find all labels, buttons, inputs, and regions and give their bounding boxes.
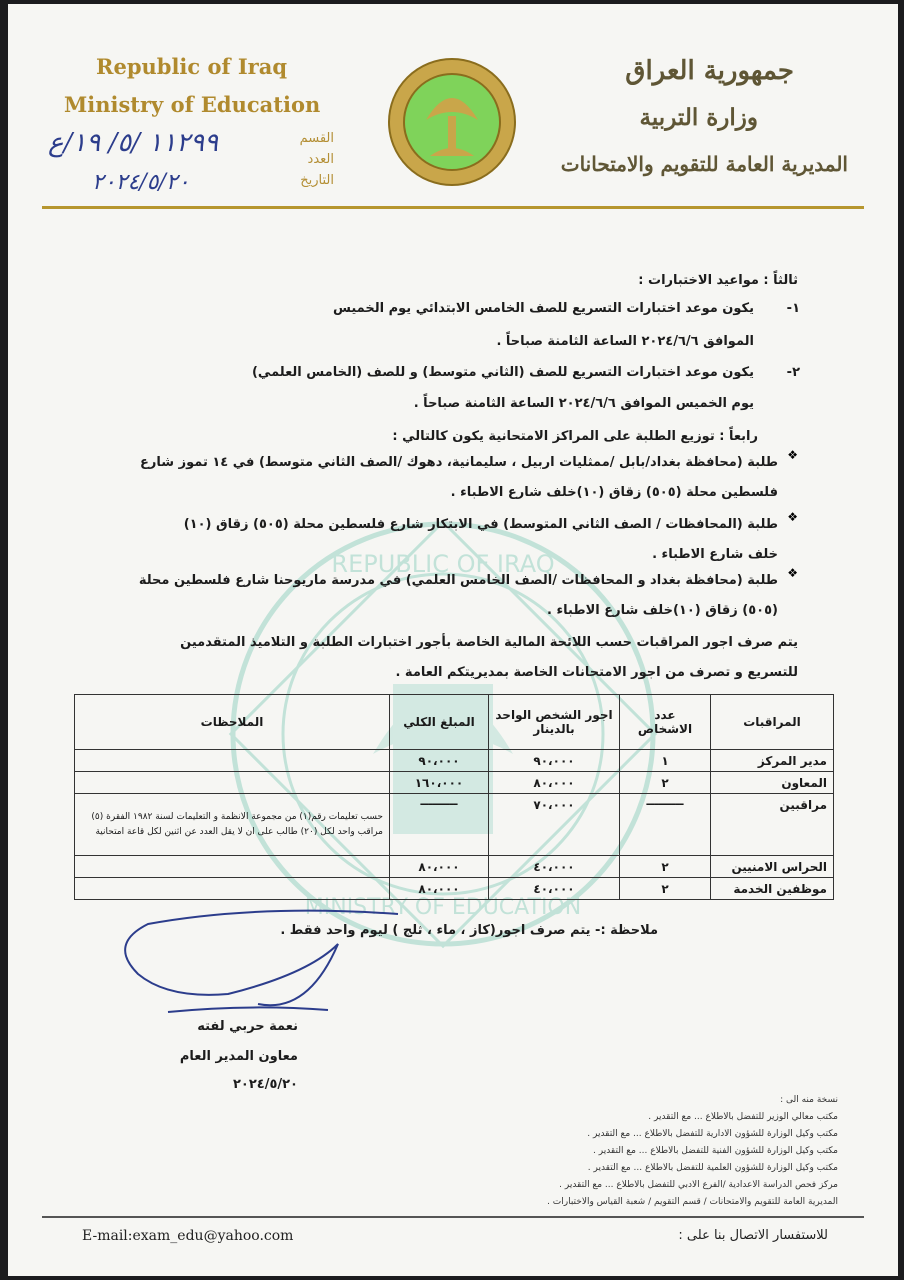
bullet2-line2: خلف شارع الاطباء .	[652, 547, 778, 562]
item1-line2: الموافق ٢٠٢٤/٦/٦ الساعة الثامنة صباحاً .	[496, 334, 754, 349]
handwritten-date: ٢٠٢٤/٥/٢٠	[92, 170, 190, 195]
signature-date: ٢٠٢٤/٥/٢٠	[232, 1077, 298, 1092]
payment-table	[74, 694, 834, 900]
cell-fee: ٤٠،٠٠٠	[489, 856, 620, 878]
header-arabic-republic: جمهورية العراق	[625, 56, 794, 86]
cell-notes	[75, 856, 390, 878]
cell-notes: حسب تعليمات رقم(١) من مجموعة الانظمة و التعليمات لسنة ١٩٨٢ الفقرة (٥) مراقب واحد لكل (٢٠) طالب على ان لا يقل العدد عن اثنين لكل قاعة امتحانية	[75, 794, 390, 856]
cell-count: ١	[620, 750, 711, 772]
header-english-line1: Republic of Iraq	[96, 54, 288, 79]
cell-fee: ٤٠،٠٠٠	[489, 878, 620, 900]
cell-notes	[75, 878, 390, 900]
signatory-name: نعمة حربي لفته	[197, 1019, 298, 1034]
signatory-title: معاون المدير العام	[179, 1049, 298, 1064]
footer-email: E-mail:exam_edu@yahoo.com	[82, 1228, 294, 1244]
footer-divider	[42, 1216, 864, 1218]
list-item: مركز فحص الدراسة الاعدادية /الفرع الادبي للتفضل بالاطلاع ... مع التقدير .	[559, 1180, 838, 1190]
table-row	[75, 772, 834, 794]
cell-notes	[75, 772, 390, 794]
label-number: العدد	[307, 152, 334, 167]
payment-line1: يتم صرف اجور المراقبات حسب اللائحة المالية الخاصة بأجور اختبارات الطلبة و التلاميذ المتقدمين	[180, 635, 798, 650]
header-divider	[42, 206, 864, 209]
payment-line2: للتسريع و تصرف من اجور الامتحانات الخاصة بمديريتكم العامة .	[395, 665, 798, 680]
list-item: مكتب وكيل الوزارة للشؤون العلمية للتفضل بالاطلاع ... مع التقدير .	[587, 1163, 838, 1173]
cell-total: ٨٠،٠٠٠	[390, 878, 489, 900]
section3-title: ثالثاً : مواعيد الاختبارات :	[638, 273, 798, 288]
header-arabic-ministry: وزارة التربية	[639, 104, 758, 131]
bullet2-line1: طلبة (المحافظات / الصف الثاني المتوسط) في الابتكار شارع فلسطين محلة (٥٠٥) زقاق (١٠)	[183, 517, 778, 532]
table-row	[75, 878, 834, 900]
copies-heading: نسخة منه الى :	[780, 1095, 838, 1105]
header-english-line2: Ministry of Education	[64, 92, 321, 117]
list-item: مكتب وكيل الوزارة للشؤون الادارية للتفضل بالاطلاع ... مع التقدير .	[587, 1129, 838, 1139]
cell-notes	[75, 750, 390, 772]
table-row	[75, 750, 834, 772]
list-item: مكتب وكيل الوزارة للشؤون الفنية للتفضل بالاطلاع ... مع التقدير .	[593, 1146, 838, 1156]
cell-count: ـــــــــ	[620, 794, 711, 856]
bullet-item	[104, 448, 798, 510]
item2-line1: يكون موعد اختبارات التسريع للصف (الثاني متوسط) و للصف (الخامس العلمي)	[251, 365, 754, 380]
cell-fee: ٧٠،٠٠٠	[489, 794, 620, 856]
col-header-notes: الملاحظات	[75, 695, 390, 750]
header-arabic-directorate: المديرية العامة للتقويم والامتحانات	[560, 152, 848, 176]
document-page	[8, 4, 898, 1276]
list-item: المديرية العامة للتقويم والامتحانات / قسم التقويم / شعبة القياس والاختبارات .	[547, 1197, 838, 1207]
item2-line2: يوم الخميس الموافق ٢٠٢٤/٦/٦ الساعة الثامنة صباحاً .	[413, 396, 754, 411]
cell-role: موظفين الخدمة	[711, 878, 834, 900]
cell-total: ١٦٠،٠٠٠	[390, 772, 489, 794]
bullet3-line1: طلبة (محافظة بغداد و المحافظات /الصف الخامس العلمي) في مدرسة ماريوحنا شارع فلسطين محلة	[138, 573, 778, 588]
cell-count: ٢	[620, 878, 711, 900]
bullet1-line2: فلسطين محلة (٥٠٥) زقاق (١٠)خلف شارع الاطباء .	[450, 485, 778, 500]
cell-total: ـــــــــ	[390, 794, 489, 856]
cell-role: الحراس الامنيين	[711, 856, 834, 878]
handwritten-reference-number: ١١٢٩٩ /٥/ ١٩/ع	[48, 128, 219, 158]
col-header-role: المراقبات	[711, 695, 834, 750]
note-text: ملاحظة :- يتم صرف اجور(كاز ، ماء ، ثلج ) ليوم واحد فقط .	[280, 923, 658, 938]
list-item: مكتب معالي الوزير للتفضل بالاطلاع ... مع التقدير .	[648, 1112, 838, 1122]
copies-list	[508, 1092, 838, 1211]
table-header-row	[75, 695, 834, 750]
label-date: التاريخ	[300, 173, 334, 188]
ministry-seal-emblem	[386, 56, 518, 188]
bullet1-line1: طلبة (محافظة بغداد/بابل /ممثليات اربيل ، سليمانية، دهوك /الصف الثاني متوسط) في ١٤ تموز شارع	[140, 455, 778, 470]
cell-fee: ٩٠،٠٠٠	[489, 750, 620, 772]
cell-count: ٢	[620, 772, 711, 794]
cell-role: مراقبين	[711, 794, 834, 856]
footer-contact-label: للاستفسار الاتصال بنا على :	[678, 1228, 828, 1243]
section4-title: رابعاً : توزيع الطلبة على المراكز الامتحانية يكون كالتالي :	[392, 429, 758, 444]
bullet-item	[104, 566, 798, 628]
cell-fee: ٨٠،٠٠٠	[489, 772, 620, 794]
bullet-marker: ❖	[787, 448, 798, 462]
col-header-count: عدد الاشخاص	[620, 695, 711, 750]
item2-number: ٢-	[786, 365, 800, 380]
item1-number: ١-	[786, 301, 800, 316]
bullet3-line2: (٥٠٥) زقاق (١٠)خلف شارع الاطباء .	[547, 603, 778, 618]
bullet-marker: ❖	[787, 566, 798, 580]
col-header-total: المبلغ الكلي	[390, 695, 489, 750]
cell-total: ٨٠،٠٠٠	[390, 856, 489, 878]
cell-role: مدير المركز	[711, 750, 834, 772]
col-header-fee: اجور الشخص الواحد بالدينار	[489, 695, 620, 750]
table-row	[75, 794, 834, 856]
watermark-top-text: REPUBLIC OF IRAQ	[331, 550, 555, 578]
cell-count: ٢	[620, 856, 711, 878]
watermark-bottom-text: MINISTRY OF EDUCATION	[304, 895, 582, 920]
cell-role: المعاون	[711, 772, 834, 794]
bullet-item	[104, 510, 798, 572]
bullet-marker: ❖	[787, 510, 798, 524]
table-row	[75, 856, 834, 878]
cell-total: ٩٠،٠٠٠	[390, 750, 489, 772]
label-section: القسم	[299, 131, 334, 146]
item1-line1: يكون موعد اختبارات التسريع للصف الخامس الابتدائي يوم الخميس	[332, 301, 754, 316]
